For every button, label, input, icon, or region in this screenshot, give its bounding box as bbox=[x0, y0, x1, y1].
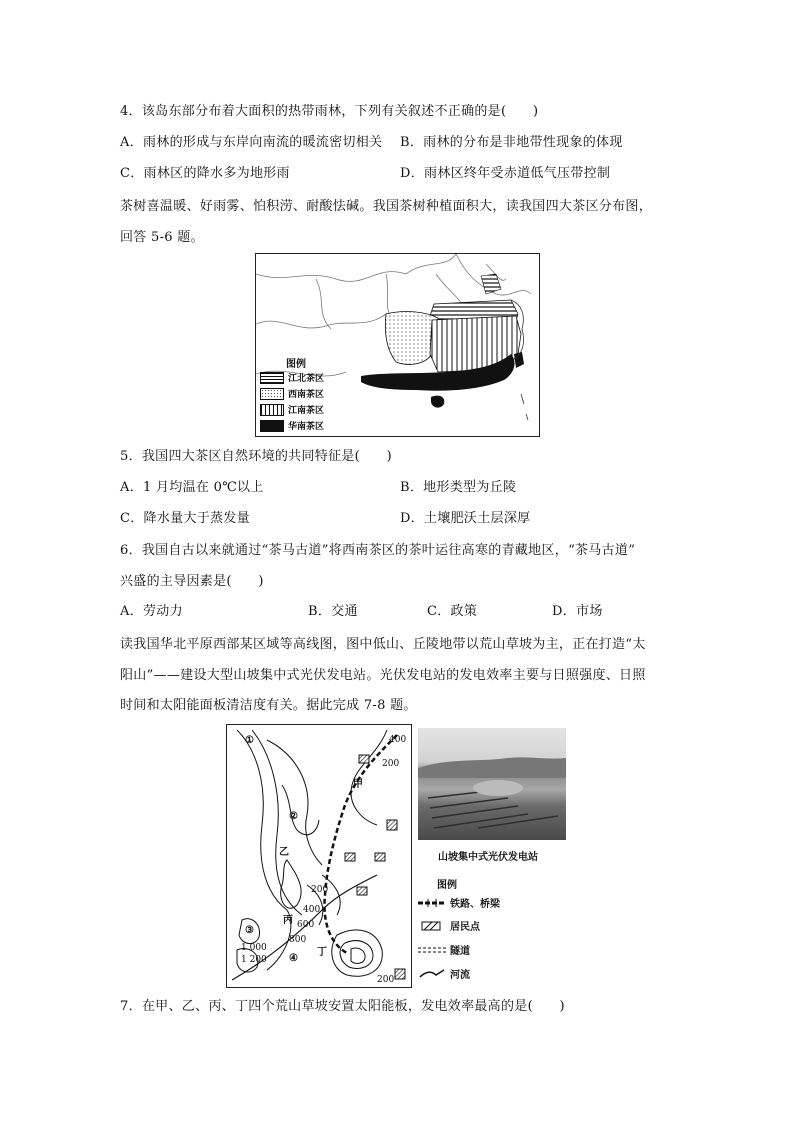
contour-label: 1 200 bbox=[241, 955, 267, 965]
legend-swatch-hstripe bbox=[260, 372, 284, 384]
river-icon bbox=[418, 969, 446, 979]
legend-label: 铁路、桥梁 bbox=[450, 899, 500, 910]
legend-label: 居民点 bbox=[450, 922, 480, 933]
q4-stem: 4．该岛东部分布着大面积的热带雨林，下列有关叙述不正确的是( ) bbox=[120, 104, 539, 119]
contour-legend-title: 图例 bbox=[437, 880, 457, 891]
legend-swatch-vstripe bbox=[260, 404, 284, 416]
tunnel-icon bbox=[418, 945, 446, 955]
site-yi: 乙 bbox=[279, 847, 289, 858]
q5-option-a: A．1 月均温在 0℃以上 bbox=[120, 480, 264, 495]
legend-swatch-black bbox=[260, 420, 284, 432]
contour-label: 800 bbox=[289, 935, 307, 945]
intro-solar-line3: 时间和太阳能面板清洁度有关。据此完成 7-8 题。 bbox=[120, 698, 417, 713]
q4-option-d: D．雨林区终年受赤道低气压带控制 bbox=[400, 166, 611, 181]
q6-stem-line2: 兴盛的主导因素是( ) bbox=[120, 574, 264, 589]
circled-2: ② bbox=[289, 811, 298, 822]
legend-settlement bbox=[418, 918, 480, 933]
contour-map bbox=[226, 724, 412, 988]
legend-tunnel bbox=[418, 942, 470, 957]
q6-option-a: A．劳动力 bbox=[120, 604, 183, 619]
settlement-icon bbox=[418, 921, 446, 931]
circled-1: ① bbox=[245, 735, 254, 746]
q6-option-b: B．交通 bbox=[308, 604, 358, 619]
tea-region-map bbox=[255, 253, 540, 437]
legend-xinan bbox=[260, 387, 324, 400]
legend-label: 江北茶区 bbox=[288, 374, 325, 384]
intro-tea-line1: 茶树喜温暖、好雨雾、怕积涝、耐酸怯碱。我国茶树种植面积大，读我国四大茶区分布图， bbox=[120, 199, 653, 214]
pv-photo-drawing bbox=[418, 728, 566, 840]
q6-option-c: C．政策 bbox=[427, 604, 478, 619]
contour-label: 200 bbox=[311, 885, 329, 895]
q6-option-d: D．市场 bbox=[552, 604, 603, 619]
intro-solar-line2: 阳山”——建设大型山坡集中式光伏发电站。光伏发电站的发电效率主要与日照强度、日照 bbox=[120, 668, 646, 683]
q6-stem-line1: 6．我国自古以来就通过“茶马古道”将西南茶区的茶叶运往高寒的青藏地区，“茶马古道” bbox=[120, 543, 636, 558]
tea-map-legend-title: 图例 bbox=[286, 359, 306, 370]
site-bing: 丙 bbox=[283, 915, 293, 926]
photo-caption: 山坡集中式光伏发电站 bbox=[438, 852, 538, 863]
q5-option-d: D．土壤肥沃土层深厚 bbox=[400, 511, 531, 526]
contour-label: 400 bbox=[389, 735, 407, 745]
q5-option-b: B．地形类型为丘陵 bbox=[400, 480, 517, 495]
legend-label: 华南茶区 bbox=[288, 422, 325, 432]
intro-solar-line1: 读我国华北平原西部某区域等高线图，图中低山、丘陵地带以荒山草坡为主，正在打造“太 bbox=[120, 637, 646, 652]
contour-label: 1 000 bbox=[241, 943, 267, 953]
q5-stem: 5．我国四大茶区自然环境的共同特征是( ) bbox=[120, 449, 393, 464]
legend-jiangbei bbox=[260, 371, 324, 384]
q4-option-a: A．雨林的形成与东岸向南流的暖流密切相关 bbox=[120, 135, 383, 150]
legend-railway bbox=[418, 895, 500, 910]
site-jia: 甲 bbox=[353, 779, 363, 790]
contour-label: 600 bbox=[297, 920, 315, 930]
contour-label: 200 bbox=[377, 975, 395, 985]
q4-option-c: C．雨林区的降水多为地形雨 bbox=[120, 166, 290, 181]
legend-label: 河流 bbox=[450, 970, 470, 981]
legend-huanan bbox=[260, 419, 324, 432]
legend-swatch-dots bbox=[260, 388, 284, 400]
pv-station-photo bbox=[418, 728, 566, 840]
intro-tea-line2: 回答 5-6 题。 bbox=[120, 230, 204, 245]
legend-label: 西南茶区 bbox=[288, 390, 325, 400]
contour-label: 200 bbox=[382, 759, 400, 769]
railway-icon bbox=[418, 898, 446, 908]
site-ding: 丁 bbox=[317, 947, 327, 958]
legend-label: 江南茶区 bbox=[288, 406, 325, 416]
legend-river bbox=[418, 966, 470, 981]
q4-option-b: B．雨林的分布是非地带性现象的体现 bbox=[400, 135, 623, 150]
circled-3: ③ bbox=[245, 925, 254, 936]
circled-4: ④ bbox=[289, 953, 298, 964]
q5-option-c: C．降水量大于蒸发量 bbox=[120, 511, 250, 526]
legend-label: 隧道 bbox=[450, 946, 470, 957]
legend-jiangnan bbox=[260, 403, 324, 416]
contour-label: 400 bbox=[303, 905, 321, 915]
q7-stem: 7．在甲、乙、丙、丁四个荒山草坡安置太阳能板，发电效率最高的是( ) bbox=[120, 999, 565, 1014]
